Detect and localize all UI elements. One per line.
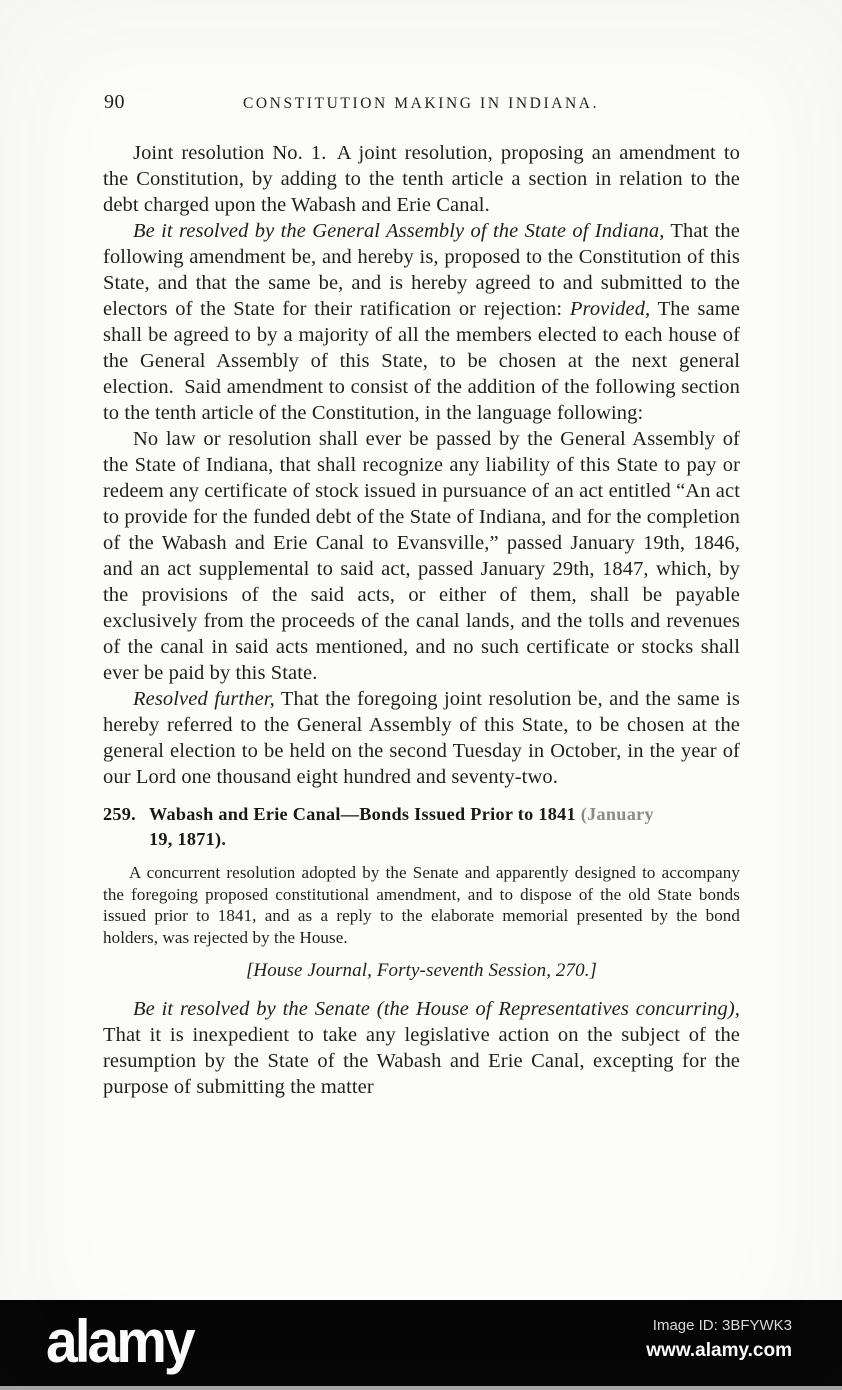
document-body [103,140,740,1100]
section-number: 259. [103,804,137,824]
text-run: That the foregoing joint resolution be, and the same is hereby referred to the General Assembly of this State, to be chosen at the general election to be held on the second Tuesday in October, in the year of our Lord one thousand eight hundred and seventy-two. [103,688,740,788]
paragraph [103,218,740,426]
text-run: The same shall be agreed to by a majority of all the members elected to each house of the General Assembly of this State, to be chosen at the next general election. Said amendment to consist of the addition of the following section to the tenth article of the Constitution, in the language following: [103,298,740,424]
alamy-logo: alamy [46,1307,193,1376]
paragraph [103,686,740,790]
text-run: A concurrent resolution adopted by the Senate and apparently designed to accompany the foregoing proposed constitutional amendment, and to dispose of the old State bonds issued prior to 1841, and as a reply to the elaborate memorial presented by the bond holders, was rejected by the House. [103,863,740,947]
paragraph [103,140,740,218]
text-run: 19, 1871). [149,829,227,849]
alamy-watermark-bar [0,1300,842,1390]
scan-edge-strip [0,1386,842,1390]
text-run: No law or resolution shall ever be passed by the General Assembly of the State of Indiana, that shall recognize any liability of this State to pay or redeem any certificate of stock issued in pursuance of an act entitled “An act to provide for the funded debt of the State of Indiana, and for the completion of the Wabash and Erie Canal to Evansville,” passed January 19th, 1846, and an act supplemental to said act, passed January 29th, 1847, which, by the provisions of the said acts, or either of them, shall be payable exclusively from the proceeds of the canal lands, and the tolls and revenues of the canal in said acts mentioned, and no such certificate or stocks shall ever be paid by this State. [103,428,740,684]
section-heading [103,802,740,852]
paragraph [103,996,740,1100]
watermark-meta [646,1317,792,1362]
paragraph [103,426,740,686]
alamy-url: www.alamy.com [646,1340,792,1361]
text-run: Resolved further, [133,688,275,710]
text-run: [House Journal, Forty-seventh Session, 270.] [245,960,598,982]
paragraph [103,862,740,948]
text-run: That the following amendment be, and hereby is, proposed to the Constitution of this State, and that the same be, and is hereby agreed to and submitted to the electors of the State for their ratification or rejection: [103,220,740,320]
text-run: Wabash and Erie Canal—Bonds Issued Prior to 1841 [149,804,581,824]
image-id-text: Image ID: 3BFYWK3 [652,1317,792,1334]
text-run: That it is inexpedient to take any legislative action on the subject of the resumption by the State of the Wabash and Erie Canal, excepting for the purpose of submitting the matter [103,1024,740,1099]
text-run: (January [580,804,654,824]
text-run: Be it resolved by the Senate (the House of Representatives concurring), [133,998,740,1021]
text-run: Provided, [569,298,651,320]
paragraph [103,958,740,984]
text-run: Joint resolution No. 1. A joint resolution, proposing an amendment to the Constitution, by adding to the tenth article a section in relation to the debt charged upon the Wabash and Erie Canal. [103,142,740,216]
running-head: CONSTITUTION MAKING IN INDIANA. [242,95,600,112]
text-run: Be it resolved by the General Assembly of the State of Indiana, [133,220,665,242]
page-number: 90 [104,91,125,113]
